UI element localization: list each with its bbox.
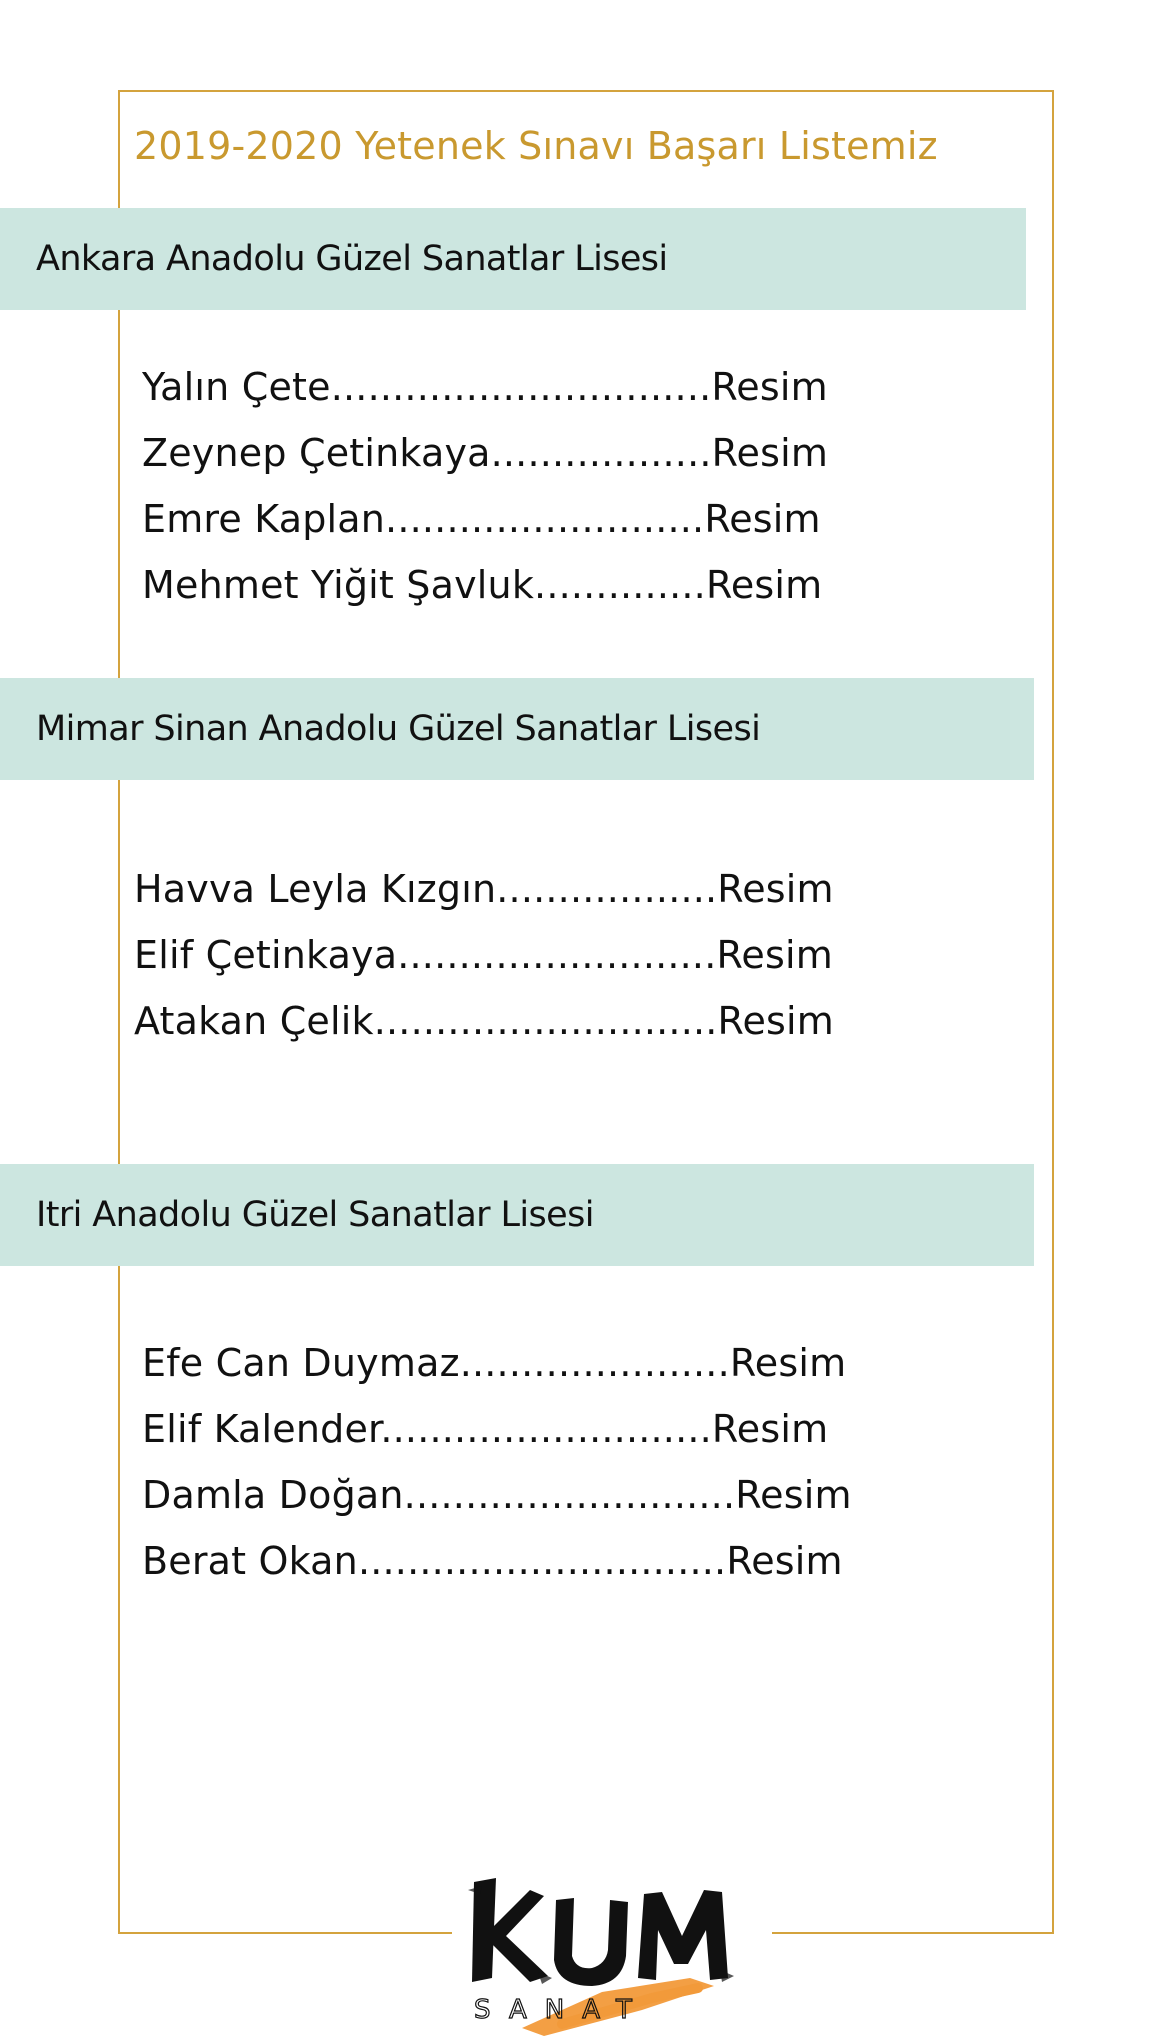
logo-mark (452, 1860, 772, 2042)
school-header-ankara (0, 208, 1026, 310)
list-item: Berat Okan..............................Resim (142, 1539, 843, 1583)
list-item: Elif Kalender...........................Resim (142, 1407, 829, 1451)
list-item: Emre Kaplan..........................Resim (142, 497, 821, 541)
list-item: Elif Çetinkaya..........................Resim (134, 933, 833, 977)
student-list-ankara (142, 354, 828, 618)
school-name: Itri Anadolu Güzel Sanatlar Lisesi (36, 1195, 594, 1235)
school-name: Mimar Sinan Anadolu Güzel Sanatlar Lisesi (36, 709, 761, 749)
kum-sanat-logo (452, 1860, 772, 2042)
list-item: Havva Leyla Kızgın..................Resim (134, 867, 834, 911)
list-item: Yalın Çete...............................Resim (142, 365, 828, 409)
list-item: Zeynep Çetinkaya..................Resim (142, 431, 829, 475)
school-header-mimar-sinan (0, 678, 1034, 780)
page-title: 2019-2020 Yetenek Sınavı Başarı Listemiz (134, 124, 938, 168)
school-name: Ankara Anadolu Güzel Sanatlar Lisesi (36, 239, 668, 279)
list-item: Atakan Çelik............................Resim (134, 999, 834, 1043)
student-list-itri (142, 1330, 852, 1594)
logo-subtitle: SANAT (474, 1995, 650, 2025)
student-list-mimar-sinan (134, 856, 834, 1054)
list-item: Mehmet Yiğit Şavluk..............Resim (142, 563, 823, 607)
list-item: Damla Doğan...........................Resim (142, 1473, 852, 1517)
list-item: Efe Can Duymaz......................Resim (142, 1341, 847, 1385)
school-header-itri (0, 1164, 1034, 1266)
